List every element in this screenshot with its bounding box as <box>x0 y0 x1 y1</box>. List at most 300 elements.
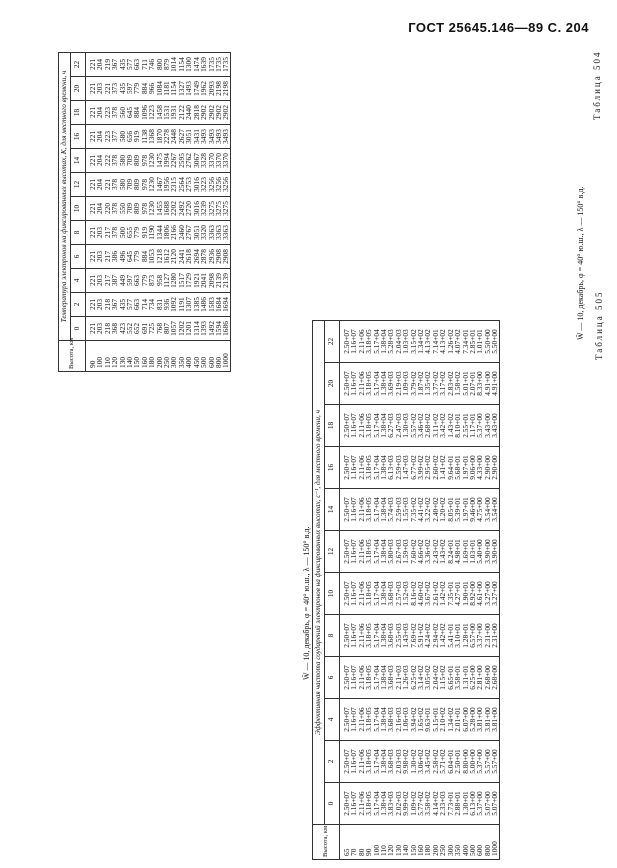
value-cell: 1202 <box>178 317 185 341</box>
value-cell: 656 <box>126 125 133 149</box>
value-cell: 1.59+03 <box>402 531 409 573</box>
value-cell: 1735 <box>208 53 215 77</box>
value-cell: 560 <box>119 101 126 125</box>
value-cell: 4.91+00 <box>484 363 491 405</box>
altitude-cell: 500 <box>200 341 207 372</box>
value-cell: 978 <box>141 173 148 197</box>
value-cell: 2041 <box>200 269 207 293</box>
altitude-cell: 400 <box>462 825 469 860</box>
value-cell: 1327 <box>178 77 185 101</box>
altitude-cell: 180 <box>424 825 431 860</box>
value-cell: 5.00+00 <box>469 741 476 783</box>
value-cell: 2.11+06 <box>358 699 365 741</box>
value-cell: 3.43+00 <box>484 405 491 447</box>
value-cell: 8.24+01 <box>447 531 454 573</box>
value-cell: 2.50+07 <box>340 783 351 825</box>
value-cell: 1931 <box>170 101 177 125</box>
value-cell: 1729 <box>185 269 192 293</box>
value-cell: 3067 <box>193 149 200 173</box>
value-cell: 1300 <box>185 53 192 77</box>
value-cell: 4.33+00 <box>476 447 483 489</box>
altitude-cell: 130 <box>119 341 126 372</box>
value-cell: 3.18+05 <box>365 447 372 489</box>
value-cell: 809 <box>133 173 140 197</box>
altitude-cell: 140 <box>402 825 409 860</box>
value-cell: 2139 <box>222 269 230 293</box>
value-cell: 221 <box>86 173 97 197</box>
value-cell: 7.69+02 <box>410 615 417 657</box>
value-cell: 1181 <box>163 77 170 101</box>
value-cell: 1191 <box>178 293 185 317</box>
value-cell: 6.13+00 <box>469 783 476 825</box>
value-cell: 958 <box>156 269 163 293</box>
value-cell: 3.79+02 <box>410 363 417 405</box>
value-cell: 2093 <box>208 77 215 101</box>
value-cell: 3.15+02 <box>410 321 417 363</box>
value-cell: 1.52+03 <box>402 573 409 615</box>
value-cell: 6.04+01 <box>447 741 454 783</box>
value-cell: 367 <box>111 53 118 77</box>
value-cell: 435 <box>119 293 126 317</box>
value-cell: 373 <box>111 77 118 101</box>
altitude-cell: 350 <box>178 341 185 372</box>
value-cell: 1.97+01 <box>462 489 469 531</box>
value-cell: 6.25+02 <box>410 657 417 699</box>
value-cell: 2.11+06 <box>358 573 365 615</box>
value-cell: 1.26+03 <box>402 657 409 699</box>
table-505-title: W̄ — 10, декабрь, φ = 40° ю.ш., λ — 150° в.д. <box>302 526 311 680</box>
value-cell: 552 <box>126 317 133 341</box>
value-cell: 9.99+02 <box>402 783 409 825</box>
value-cell: 2.47+03 <box>395 405 402 447</box>
value-cell: 6.07+00 <box>462 699 469 741</box>
value-cell: 1467 <box>156 173 163 197</box>
value-cell: 1.97+01 <box>462 447 469 489</box>
hour-header: 0 <box>325 783 340 825</box>
value-cell: 3.68+03 <box>387 573 394 615</box>
value-cell: 4.66+02 <box>417 531 424 573</box>
value-cell: 217 <box>104 269 111 293</box>
value-cell: 1.43+02 <box>447 405 454 447</box>
value-cell: 2.90+00 <box>484 447 491 489</box>
value-cell: 3275 <box>208 197 215 221</box>
value-cell: 978 <box>141 197 148 221</box>
value-cell: 1458 <box>156 101 163 125</box>
value-cell: 3.18+05 <box>365 699 372 741</box>
value-cell: 378 <box>111 149 118 173</box>
value-cell: 1.30+03 <box>402 405 409 447</box>
value-cell: 1531 <box>163 101 170 125</box>
value-cell: 435 <box>119 53 126 77</box>
value-cell: 3493 <box>215 125 222 149</box>
value-cell: 5.57+00 <box>484 741 491 783</box>
value-cell: 1.20+02 <box>439 489 446 531</box>
value-cell: 1.01+01 <box>476 321 483 363</box>
value-cell: 3.22+02 <box>424 489 431 531</box>
page-header: ГОСТ 25645.146—89 С. 204 <box>408 20 589 35</box>
value-cell: 3.14+02 <box>417 657 424 699</box>
value-cell: 3363 <box>215 221 222 245</box>
value-cell: 1474 <box>193 53 200 77</box>
value-cell: 2902 <box>200 101 207 125</box>
value-cell: 3016 <box>193 173 200 197</box>
value-cell: 1344 <box>156 221 163 245</box>
table-504 <box>58 52 231 372</box>
value-cell: 6.27+03 <box>387 405 394 447</box>
value-cell: 873 <box>148 269 155 293</box>
value-cell: 1.38+04 <box>380 699 387 741</box>
value-cell: 1.55+03 <box>402 489 409 531</box>
value-cell: 884 <box>141 245 148 269</box>
value-cell: 4.13+02 <box>424 321 431 363</box>
value-cell: 3.11+02 <box>432 405 439 447</box>
value-cell: 3275 <box>222 197 230 221</box>
value-cell: 1.38+04 <box>380 573 387 615</box>
value-cell: 5.71+02 <box>439 741 446 783</box>
value-cell: 919 <box>133 125 140 149</box>
value-cell: 2.59+03 <box>395 489 402 531</box>
value-cell: 1.38+04 <box>380 531 387 573</box>
value-cell: 1.47+03 <box>402 447 409 489</box>
value-cell: 5.57+02 <box>410 405 417 447</box>
value-cell: 2460 <box>178 221 185 245</box>
value-cell: 4.41+02 <box>417 489 424 531</box>
value-cell: 204 <box>96 125 103 149</box>
table-505 <box>312 320 500 860</box>
value-cell: 5.15+01 <box>432 699 439 741</box>
value-cell: 3.17+02 <box>439 363 446 405</box>
altitude-cell: 200 <box>156 341 163 372</box>
value-cell: 3493 <box>200 125 207 149</box>
value-cell: 5.01+01 <box>462 363 469 405</box>
value-cell: 496 <box>119 245 126 269</box>
value-cell: 1393 <box>200 317 207 341</box>
value-cell: 3.18+05 <box>365 405 372 447</box>
value-cell: 3370 <box>222 149 230 173</box>
value-cell: 377 <box>111 125 118 149</box>
value-cell: 2.11+06 <box>358 489 365 531</box>
value-cell: 218 <box>104 293 111 317</box>
hour-header: 2 <box>325 741 340 783</box>
value-cell: 4.24+02 <box>424 615 431 657</box>
value-cell: 1.38+04 <box>380 489 387 531</box>
value-cell: 1994 <box>163 149 170 173</box>
value-cell: 2278 <box>163 125 170 149</box>
value-cell: 4.60+02 <box>417 573 424 615</box>
value-cell: 3.27+00 <box>491 573 499 615</box>
altitude-cell: 1000 <box>491 825 499 860</box>
value-cell: 1.34+02 <box>417 321 424 363</box>
value-cell: 386 <box>111 245 118 269</box>
value-cell: 1735 <box>215 53 222 77</box>
value-cell: 1.34+02 <box>447 699 454 741</box>
value-cell: 8.16+02 <box>410 573 417 615</box>
value-cell: 1.38+04 <box>380 447 387 489</box>
value-cell: 652 <box>133 317 140 341</box>
value-cell: 5.41+01 <box>447 615 454 657</box>
altitude-cell: 600 <box>208 341 215 372</box>
value-cell: 2.11+06 <box>358 531 365 573</box>
value-cell: 2448 <box>170 125 177 149</box>
value-cell: 2.04+02 <box>432 657 439 699</box>
value-cell: 709 <box>126 197 133 221</box>
value-cell: 378 <box>111 101 118 125</box>
value-cell: 5.07+00 <box>491 783 499 825</box>
value-cell: 779 <box>141 269 148 293</box>
value-cell: 2908 <box>222 245 230 269</box>
value-cell: 746 <box>148 53 155 77</box>
value-cell: 3493 <box>208 125 215 149</box>
altitude-cell: 160 <box>417 825 424 860</box>
value-cell: 1639 <box>200 53 207 77</box>
altitude-cell: 100 <box>96 341 103 372</box>
value-cell: 2.94+02 <box>432 615 439 657</box>
value-cell: 3.18+05 <box>365 489 372 531</box>
value-cell: 5.17+04 <box>373 447 380 489</box>
value-cell: 2767 <box>185 221 192 245</box>
value-cell: 5.07+00 <box>484 783 491 825</box>
value-cell: 936 <box>163 293 170 317</box>
value-cell: 2198 <box>222 77 230 101</box>
hour-header: 8 <box>71 221 86 245</box>
value-cell: 3223 <box>200 173 207 197</box>
value-cell: 1517 <box>178 269 185 293</box>
value-cell: 219 <box>104 53 111 77</box>
hour-header: 10 <box>71 197 86 221</box>
altitude-cell: 350 <box>454 825 461 860</box>
value-cell: 3016 <box>193 197 200 221</box>
value-cell: 2902 <box>208 101 215 125</box>
table-504-subheader: Температура электронов на фиксированных высотах, K, для местного времени, ч <box>59 53 71 341</box>
value-cell: 5.57+00 <box>491 741 499 783</box>
value-cell: 2.50+07 <box>340 699 351 741</box>
value-cell: 2.01+01 <box>454 699 461 741</box>
value-cell: 221 <box>86 293 97 317</box>
value-cell: 2618 <box>185 245 192 269</box>
value-cell: 1870 <box>156 125 163 149</box>
hour-header: 20 <box>325 363 340 405</box>
value-cell: 1127 <box>163 269 170 293</box>
value-cell: 1.31+01 <box>462 657 469 699</box>
value-cell: 2.11+06 <box>358 447 365 489</box>
value-cell: 3.54+00 <box>491 489 499 531</box>
value-cell: 7.60+02 <box>410 531 417 573</box>
value-cell: 220 <box>104 197 111 221</box>
value-cell: 1.38+04 <box>380 741 387 783</box>
value-cell: 4.07+02 <box>454 321 461 363</box>
value-cell: 203 <box>96 317 103 341</box>
value-cell: 1.16+07 <box>350 489 357 531</box>
value-cell: 1.69+01 <box>462 531 469 573</box>
altitude-header: Высота, км <box>313 825 340 860</box>
value-cell: 1686 <box>222 317 230 341</box>
value-cell: 3.18+05 <box>365 783 372 825</box>
value-cell: 2139 <box>215 269 222 293</box>
altitude-header: Высота, км <box>59 341 86 372</box>
value-cell: 2.11+06 <box>358 741 365 783</box>
value-cell: 217 <box>104 221 111 245</box>
value-cell: 4.98+01 <box>454 531 461 573</box>
value-cell: 221 <box>86 317 97 341</box>
value-cell: 645 <box>126 101 133 125</box>
hour-header: 14 <box>71 149 86 173</box>
value-cell: 2908 <box>215 245 222 269</box>
value-cell: 6.65+01 <box>447 657 454 699</box>
value-cell: 1493 <box>185 77 192 101</box>
value-cell: 1368 <box>148 125 155 149</box>
value-cell: 1280 <box>170 269 177 293</box>
value-cell: 3.36+02 <box>424 531 431 573</box>
value-cell: 2315 <box>170 173 177 197</box>
value-cell: 2.50+07 <box>340 321 351 363</box>
value-cell: 2.50+01 <box>454 741 461 783</box>
value-cell: 580 <box>119 125 126 149</box>
value-cell: 3.58+01 <box>454 657 461 699</box>
value-cell: 1455 <box>156 197 163 221</box>
value-cell: 2595 <box>178 149 185 173</box>
value-cell: 7.73+01 <box>447 783 454 825</box>
value-cell: 884 <box>141 77 148 101</box>
altitude-cell: 100 <box>373 825 380 860</box>
altitude-cell: 110 <box>104 341 111 372</box>
value-cell: 5.91+02 <box>417 615 424 657</box>
value-cell: 2202 <box>170 197 177 221</box>
value-cell: 2720 <box>185 197 192 221</box>
value-cell: 1.09+03 <box>402 363 409 405</box>
hour-header: 14 <box>325 489 340 531</box>
value-cell: 9.64+01 <box>447 447 454 489</box>
value-cell: 3.68+03 <box>387 657 394 699</box>
hour-header: 6 <box>325 657 340 699</box>
value-cell: 1.90+01 <box>462 573 469 615</box>
value-cell: 2120 <box>170 245 177 269</box>
altitude-cell: 400 <box>185 341 192 372</box>
altitude-cell: 90 <box>365 825 372 860</box>
value-cell: 5.17+04 <box>373 531 380 573</box>
value-cell: 1.16+07 <box>350 363 357 405</box>
altitude-cell: 120 <box>111 341 118 372</box>
value-cell: 1.65+02 <box>417 699 424 741</box>
value-cell: 3.18+05 <box>365 615 372 657</box>
table-505-label: Таблица 505 <box>594 290 604 360</box>
hour-header: 4 <box>71 269 86 293</box>
value-cell: 2.43+02 <box>432 531 439 573</box>
value-cell: 779 <box>133 245 140 269</box>
value-cell: 919 <box>141 221 148 245</box>
value-cell: 2122 <box>178 101 185 125</box>
value-cell: 2.50+07 <box>340 657 351 699</box>
value-cell: 1956 <box>163 173 170 197</box>
value-cell: 1.15+02 <box>439 657 446 699</box>
hour-header: 18 <box>71 101 86 125</box>
value-cell: 1.58+02 <box>454 363 461 405</box>
value-cell: 3275 <box>215 197 222 221</box>
value-cell: 2.33+03 <box>439 783 446 825</box>
value-cell: 223 <box>104 125 111 149</box>
value-cell: 1.26+02 <box>447 321 454 363</box>
value-cell: 1806 <box>163 221 170 245</box>
value-cell: 8.92+00 <box>469 573 476 615</box>
value-cell: 2440 <box>185 101 192 125</box>
value-cell: 2441 <box>178 245 185 269</box>
value-cell: 4.91+00 <box>491 363 499 405</box>
value-cell: 1594 <box>215 317 222 341</box>
value-cell: 1.16+07 <box>350 615 357 657</box>
value-cell: 2492 <box>178 197 185 221</box>
value-cell: 577 <box>126 293 133 317</box>
value-cell: 5.50+00 <box>484 321 491 363</box>
altitude-cell: 250 <box>163 341 170 372</box>
value-cell: 3.05+02 <box>424 657 431 699</box>
value-cell: 3.81+00 <box>484 699 491 741</box>
value-cell: 6.13+03 <box>387 447 394 489</box>
hour-header: 12 <box>71 173 86 197</box>
value-cell: 2.81+00 <box>476 657 483 699</box>
value-cell: 2.50+07 <box>340 615 351 657</box>
value-cell: 221 <box>104 173 111 197</box>
value-cell: 8.05+01 <box>447 489 454 531</box>
value-cell: 1735 <box>222 53 230 77</box>
value-cell: 5.17+04 <box>373 489 380 531</box>
value-cell: 3.81+00 <box>476 699 483 741</box>
value-cell: 1962 <box>200 77 207 101</box>
value-cell: 1.16+07 <box>350 657 357 699</box>
value-cell: 4.13+02 <box>439 321 446 363</box>
value-cell: 204 <box>96 53 103 77</box>
value-cell: 3.68+03 <box>387 699 394 741</box>
value-cell: 5.17+04 <box>373 321 380 363</box>
value-cell: 5.28+03 <box>387 321 394 363</box>
value-cell: 663 <box>133 53 140 77</box>
value-cell: 387 <box>111 269 118 293</box>
value-cell: 3.42+02 <box>439 405 446 447</box>
value-cell: 2564 <box>178 173 185 197</box>
value-cell: 2.11+06 <box>358 405 365 447</box>
value-cell: 1.42+02 <box>439 615 446 657</box>
value-cell: 2878 <box>200 245 207 269</box>
value-cell: 5.37+00 <box>476 405 483 447</box>
value-cell: 597 <box>126 77 133 101</box>
value-cell: 807 <box>163 317 170 341</box>
altitude-cell: 110 <box>380 825 387 860</box>
value-cell: 1.03+01 <box>469 531 476 573</box>
value-cell: 3493 <box>222 125 230 149</box>
value-cell: 1154 <box>178 53 185 77</box>
value-cell: 3.83+03 <box>387 783 394 825</box>
value-cell: 423 <box>119 317 126 341</box>
value-cell: 879 <box>163 53 170 77</box>
value-cell: 2.02+03 <box>395 783 402 825</box>
value-cell: 204 <box>96 149 103 173</box>
value-cell: 1.16+07 <box>350 321 357 363</box>
value-cell: 809 <box>133 197 140 221</box>
altitude-cell: 140 <box>126 341 133 372</box>
value-cell: 2.07+01 <box>469 363 476 405</box>
value-cell: 1223 <box>148 101 155 125</box>
value-cell: 3.94+02 <box>410 699 417 741</box>
altitude-cell: 300 <box>170 341 177 372</box>
value-cell: 3320 <box>200 221 207 245</box>
value-cell: 1230 <box>148 197 155 221</box>
value-cell: 2.58+02 <box>432 741 439 783</box>
value-cell: 378 <box>111 221 118 245</box>
value-cell: 2.68+00 <box>484 657 491 699</box>
altitude-cell: 150 <box>410 825 417 860</box>
value-cell: 1.30+02 <box>410 741 417 783</box>
value-cell: 966 <box>148 77 155 101</box>
value-cell: 1.03+03 <box>402 321 409 363</box>
value-cell: 5.17+04 <box>373 615 380 657</box>
